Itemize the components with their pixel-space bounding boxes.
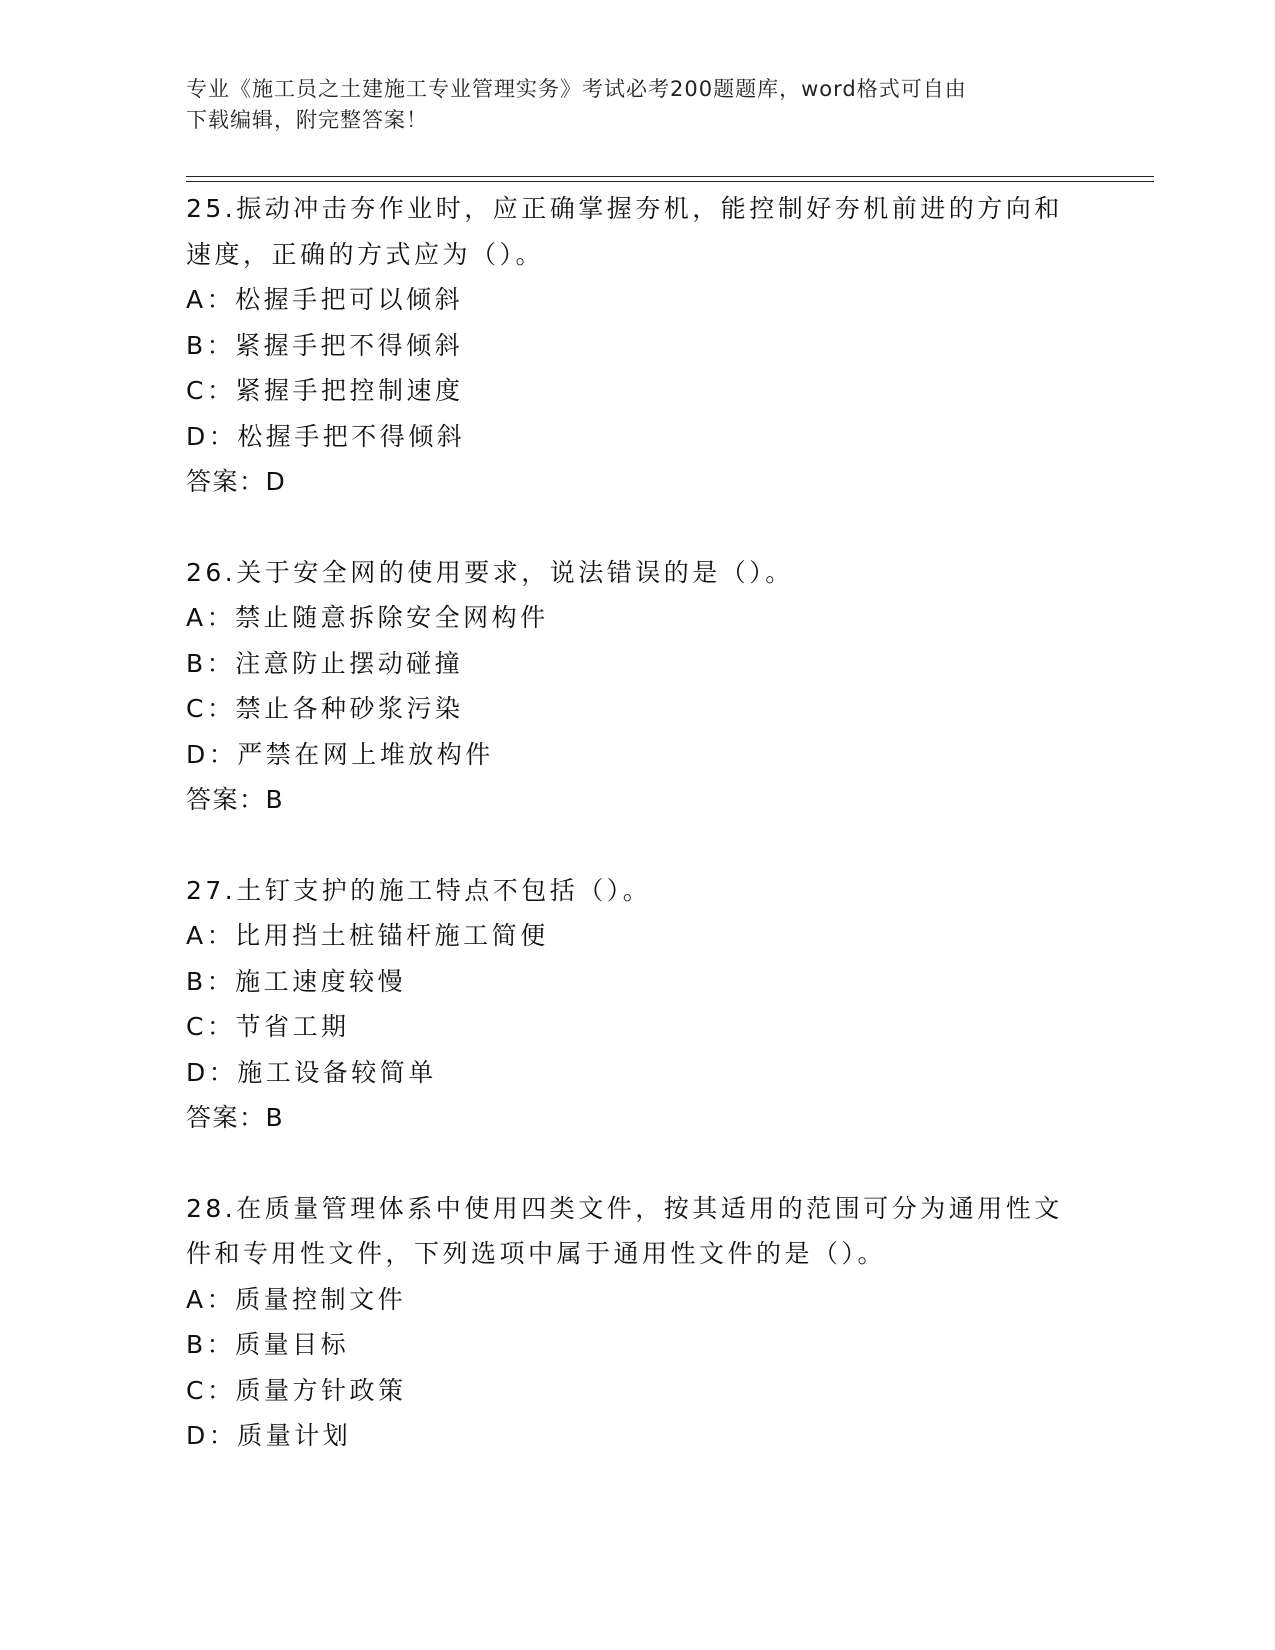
- header-divider-top: [186, 176, 1154, 177]
- option-a: A：质量控制文件: [186, 1284, 407, 1314]
- question-stem: 件和专用性文件，下列选项中属于通用性文件的是（）。: [186, 1239, 887, 1268]
- question-stem: 28.在质量管理体系中使用四类文件，按其适用的范围可分为通用性文: [186, 1193, 1063, 1223]
- answer: 答案：D: [186, 467, 287, 496]
- question-list: [186, 186, 1086, 1504]
- option-a: A：松握手把可以倾斜: [186, 285, 464, 314]
- question-stem: 速度，正确的方式应为（）。: [186, 239, 545, 269]
- answer: 答案：B: [186, 785, 285, 814]
- option-d: D：严禁在网上堆放构件: [186, 739, 494, 769]
- option-a: A：禁止随意拆除安全网构件: [186, 603, 549, 632]
- option-c: C：质量方针政策: [186, 1375, 407, 1405]
- question-26: [186, 550, 1086, 823]
- option-b: B：紧握手把不得倾斜: [186, 330, 464, 360]
- option-a: A：比用挡土桩锚杆施工简便: [186, 921, 549, 950]
- option-d: D：施工设备较简单: [186, 1057, 437, 1087]
- answer: 答案：B: [186, 1103, 285, 1132]
- question-27: [186, 868, 1086, 1141]
- page-header: [186, 74, 1066, 136]
- header-line-2: 下载编辑，附完整答案！: [186, 108, 428, 132]
- option-d: D：质量计划: [186, 1421, 352, 1450]
- option-b: B：质量目标: [186, 1330, 350, 1359]
- question-stem: 27.土钉支护的施工特点不包括（）。: [186, 875, 652, 905]
- option-b: B：注意防止摆动碰撞: [186, 648, 464, 678]
- option-c: C：节省工期: [186, 1012, 350, 1041]
- option-b: B：施工速度较慢: [186, 966, 407, 996]
- question-stem: 25.振动冲击夯作业时，应正确掌握夯机，能控制好夯机前进的方向和: [186, 194, 1063, 223]
- header-divider-bottom: [186, 181, 1154, 182]
- question-25: [186, 186, 1086, 505]
- option-d: D：松握手把不得倾斜: [186, 421, 466, 451]
- header-line-1: 专业《施工员之土建施工专业管理实务》考试必考200题题库，word格式可自由: [186, 77, 967, 101]
- option-c: C：禁止各种砂浆污染: [186, 694, 464, 723]
- option-c: C：紧握手把控制速度: [186, 376, 464, 405]
- question-28: [186, 1186, 1086, 1459]
- question-stem: 26.关于安全网的使用要求，说法错误的是（）。: [186, 557, 794, 587]
